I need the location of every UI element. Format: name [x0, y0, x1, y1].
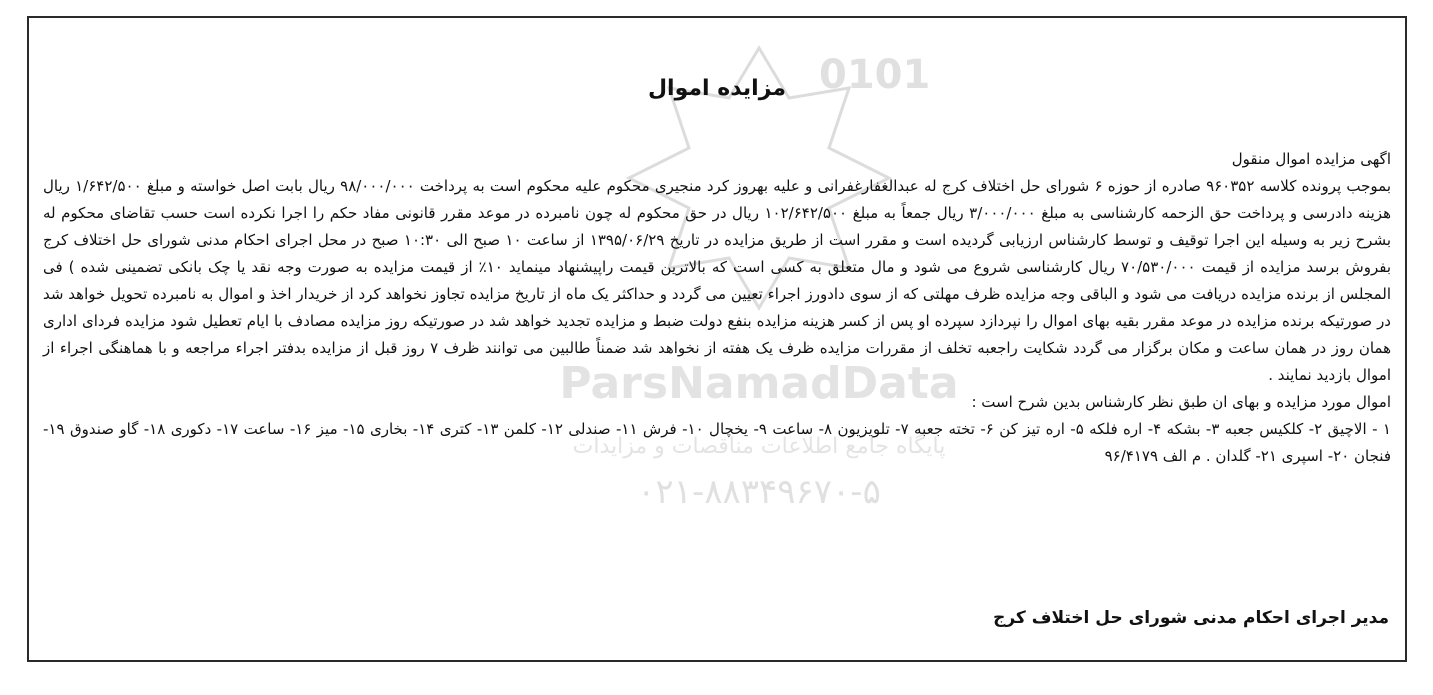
notice-body: [43, 146, 1391, 470]
items-list: ۱ - الاچیق ۲- کلکیس جعبه ۳- بشکه ۴- اره فلکه ۵- اره تیز کن ۶- تخته جعبه ۷- تلویزیون ۸- ساعت ۹- یخچال ۱۰- فرش ۱۱- صندلی ۱۲- کلمن ۱۳- کتری ۱۴- بخاری ۱۵- میز ۱۶- ساعت ۱۷- دکوری ۱۸- گاو صندوق ۱۹- فنجان ۲۰- اسپری ۲۱- گلدان . م الف ۹۶/۴۱۷۹: [43, 420, 1391, 465]
items-intro: اموال مورد مزایده و بهای ان طبق نظر کارشناس بدین شرح است :: [971, 393, 1391, 411]
signature: مدیر اجرای احکام مدنی شورای حل اختلاف کرج: [993, 608, 1389, 628]
watermark-caption: پایگاه جامع اطلاعات مناقصات و مزایدات: [572, 434, 946, 459]
notice-text: بموجب پرونده کلاسه ۹۶۰۳۵۲ صادره از حوزه ۶ شورای حل اختلاف کرج له عبدالغفارغفرانی و علیه بهروز کرد منجیری محکوم علیه محکوم است به پرداخت ۹۸/۰۰۰/۰۰۰ ریال بابت اصل خواسته و مبلغ ۱/۶۴۲/۵۰۰ ریال هزینه دادرسی و پرداخت حق الزحمه کارشناسی به مبلغ ۳/۰۰۰/۰۰۰ ریال جمعاً به مبلغ ۱۰۲/۶۴۲/۵۰۰ ریال در حق محکوم له چون نامبرده در موعد مقرر قانونی مفاد حکم را اجرا نکرده است حسب تقاضای محکوم له بشرح زیر به وسیله این اجرا توقیف و توسط کارشناس ارزیابی گردیده است و مقرر است از طریق مزایده در تاریخ ۱۳۹۵/۰۶/۲۹ از ساعت ۱۰ صبح الی ۱۰:۳۰ صبح در محل اجرای احکام مدنی شورای حل اختلاف کرج بفروش برسد مزایده از قیمت ۷۰/۵۳۰/۰۰۰ ریال کارشناسی شروع می شود و مال متعلق به کسی است که بالاترین قیمت راپیشنهاد مینماید ۱۰٪ از قیمت مزایده به صورت وجه نقد یا چک بانکی تضمینی شده ) فی المجلس از برنده مزایده دریافت می شود و الباقی وجه مزایده ظرف مهلتی که از سوی دادورز اجراء تعیین می گردد و حداکثر یک ماه از تاریخ مزایده تجاوز نخواهد کرد از خریدار اخذ و اموال به نامبرده تحویل خواهد شد در صورتیکه برنده مزایده در موعد مقرر بقیه بهای اموال را نپردازد سپرده او پس از کسر هزینه مزایده بنفع دولت ضبط و مزایده تجدید خواهد شد در صورتیکه روز مزایده مصادف با ایام تعطیل شود مزایده فردای اداری همان روز در همان ساعت و مکان برگزار می گردد شکایت راجعبه تخلف از مقررات مزایده ظرف یک هفته از نخواهد شد ضمناً طالبین می توانند ظرف ۷ روز قبل از مزایده بدفتر اجراء مراجعه و با هماهنگی اجراء از اموال بازدید نمایند .: [43, 177, 1392, 384]
notice-subtitle: اگهی مزایده اموال منقول: [1231, 150, 1391, 168]
notice-frame: [27, 16, 1407, 662]
watermark-brand: ParsNamadData: [559, 358, 959, 409]
watermark-phone: ۰۲۱-۸۸۳۴۹۶۷۰-۵: [637, 472, 881, 512]
page-title: مزایده اموال: [647, 76, 787, 101]
watermark-code: 0101: [819, 52, 931, 98]
